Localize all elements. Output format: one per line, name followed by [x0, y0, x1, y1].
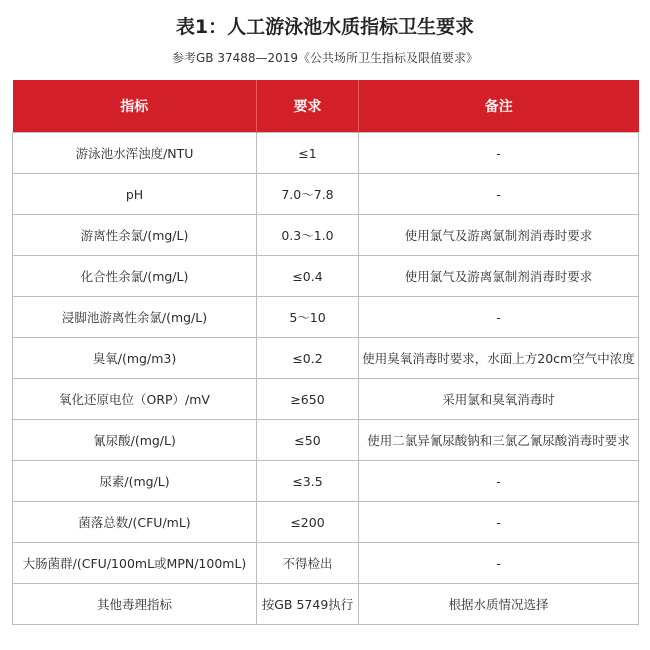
header-indicator: 指标 [13, 80, 257, 133]
cell-requirement: 不得检出 [257, 543, 359, 584]
cell-note: - [359, 543, 639, 584]
page-subtitle: 参考GB 37488—2019《公共场所卫生指标及限值要求》 [171, 51, 479, 65]
cell-requirement: 0.3～1.0 [257, 215, 359, 256]
cell-requirement: ≤3.5 [257, 461, 359, 502]
table-row [13, 502, 639, 543]
cell-indicator: 浸脚池游离性余氯/(mg/L) [13, 297, 257, 338]
water-quality-table [12, 80, 639, 625]
cell-indicator: 其他毒理指标 [13, 584, 257, 625]
cell-note: - [359, 133, 639, 174]
cell-indicator: 菌落总数/(CFU/mL) [13, 502, 257, 543]
table-row [13, 543, 639, 584]
table-row [13, 256, 639, 297]
table-row [13, 297, 639, 338]
cell-indicator: 大肠菌群/(CFU/100mL或MPN/100mL) [13, 543, 257, 584]
cell-note: - [359, 461, 639, 502]
cell-indicator: 尿素/(mg/L) [13, 461, 257, 502]
table-row [13, 215, 639, 256]
cell-indicator: 化合性余氯/(mg/L) [13, 256, 257, 297]
cell-indicator: 游泳池水浑浊度/NTU [13, 133, 257, 174]
table-row [13, 338, 639, 379]
cell-requirement: 按GB 5749执行 [257, 584, 359, 625]
cell-requirement: ≥650 [257, 379, 359, 420]
header-requirement: 要求 [257, 80, 359, 133]
cell-requirement: 7.0～7.8 [257, 174, 359, 215]
cell-indicator: 氧化还原电位（ORP）/mV [13, 379, 257, 420]
table-row [13, 174, 639, 215]
table-row [13, 461, 639, 502]
cell-note: 使用二氯异氰尿酸钠和三氯乙氰尿酸消毒时要求 [359, 420, 639, 461]
cell-note: - [359, 502, 639, 543]
cell-note: 采用氯和臭氧消毒时 [359, 379, 639, 420]
cell-requirement: 5～10 [257, 297, 359, 338]
cell-requirement: ≤0.4 [257, 256, 359, 297]
header-note: 备注 [359, 80, 639, 133]
cell-note: - [359, 174, 639, 215]
cell-indicator: pH [13, 174, 257, 215]
cell-requirement: ≤200 [257, 502, 359, 543]
table-row [13, 133, 639, 174]
table-header-row [13, 80, 639, 133]
cell-note: 使用臭氧消毒时要求，水面上方20cm空气中浓度 [359, 338, 639, 379]
cell-note: 根据水质情况选择 [359, 584, 639, 625]
cell-requirement: ≤0.2 [257, 338, 359, 379]
cell-indicator: 游离性余氯/(mg/L) [13, 215, 257, 256]
table-row [13, 420, 639, 461]
cell-requirement: ≤50 [257, 420, 359, 461]
table-row [13, 584, 639, 625]
cell-indicator: 臭氧/(mg/m3) [13, 338, 257, 379]
cell-indicator: 氰尿酸/(mg/L) [13, 420, 257, 461]
cell-note: - [359, 297, 639, 338]
cell-note: 使用氯气及游离氯制剂消毒时要求 [359, 215, 639, 256]
table-row [13, 379, 639, 420]
page-title: 表1：人工游泳池水质指标卫生要求 [175, 16, 475, 38]
cell-requirement: ≤1 [257, 133, 359, 174]
cell-note: 使用氯气及游离氯制剂消毒时要求 [359, 256, 639, 297]
